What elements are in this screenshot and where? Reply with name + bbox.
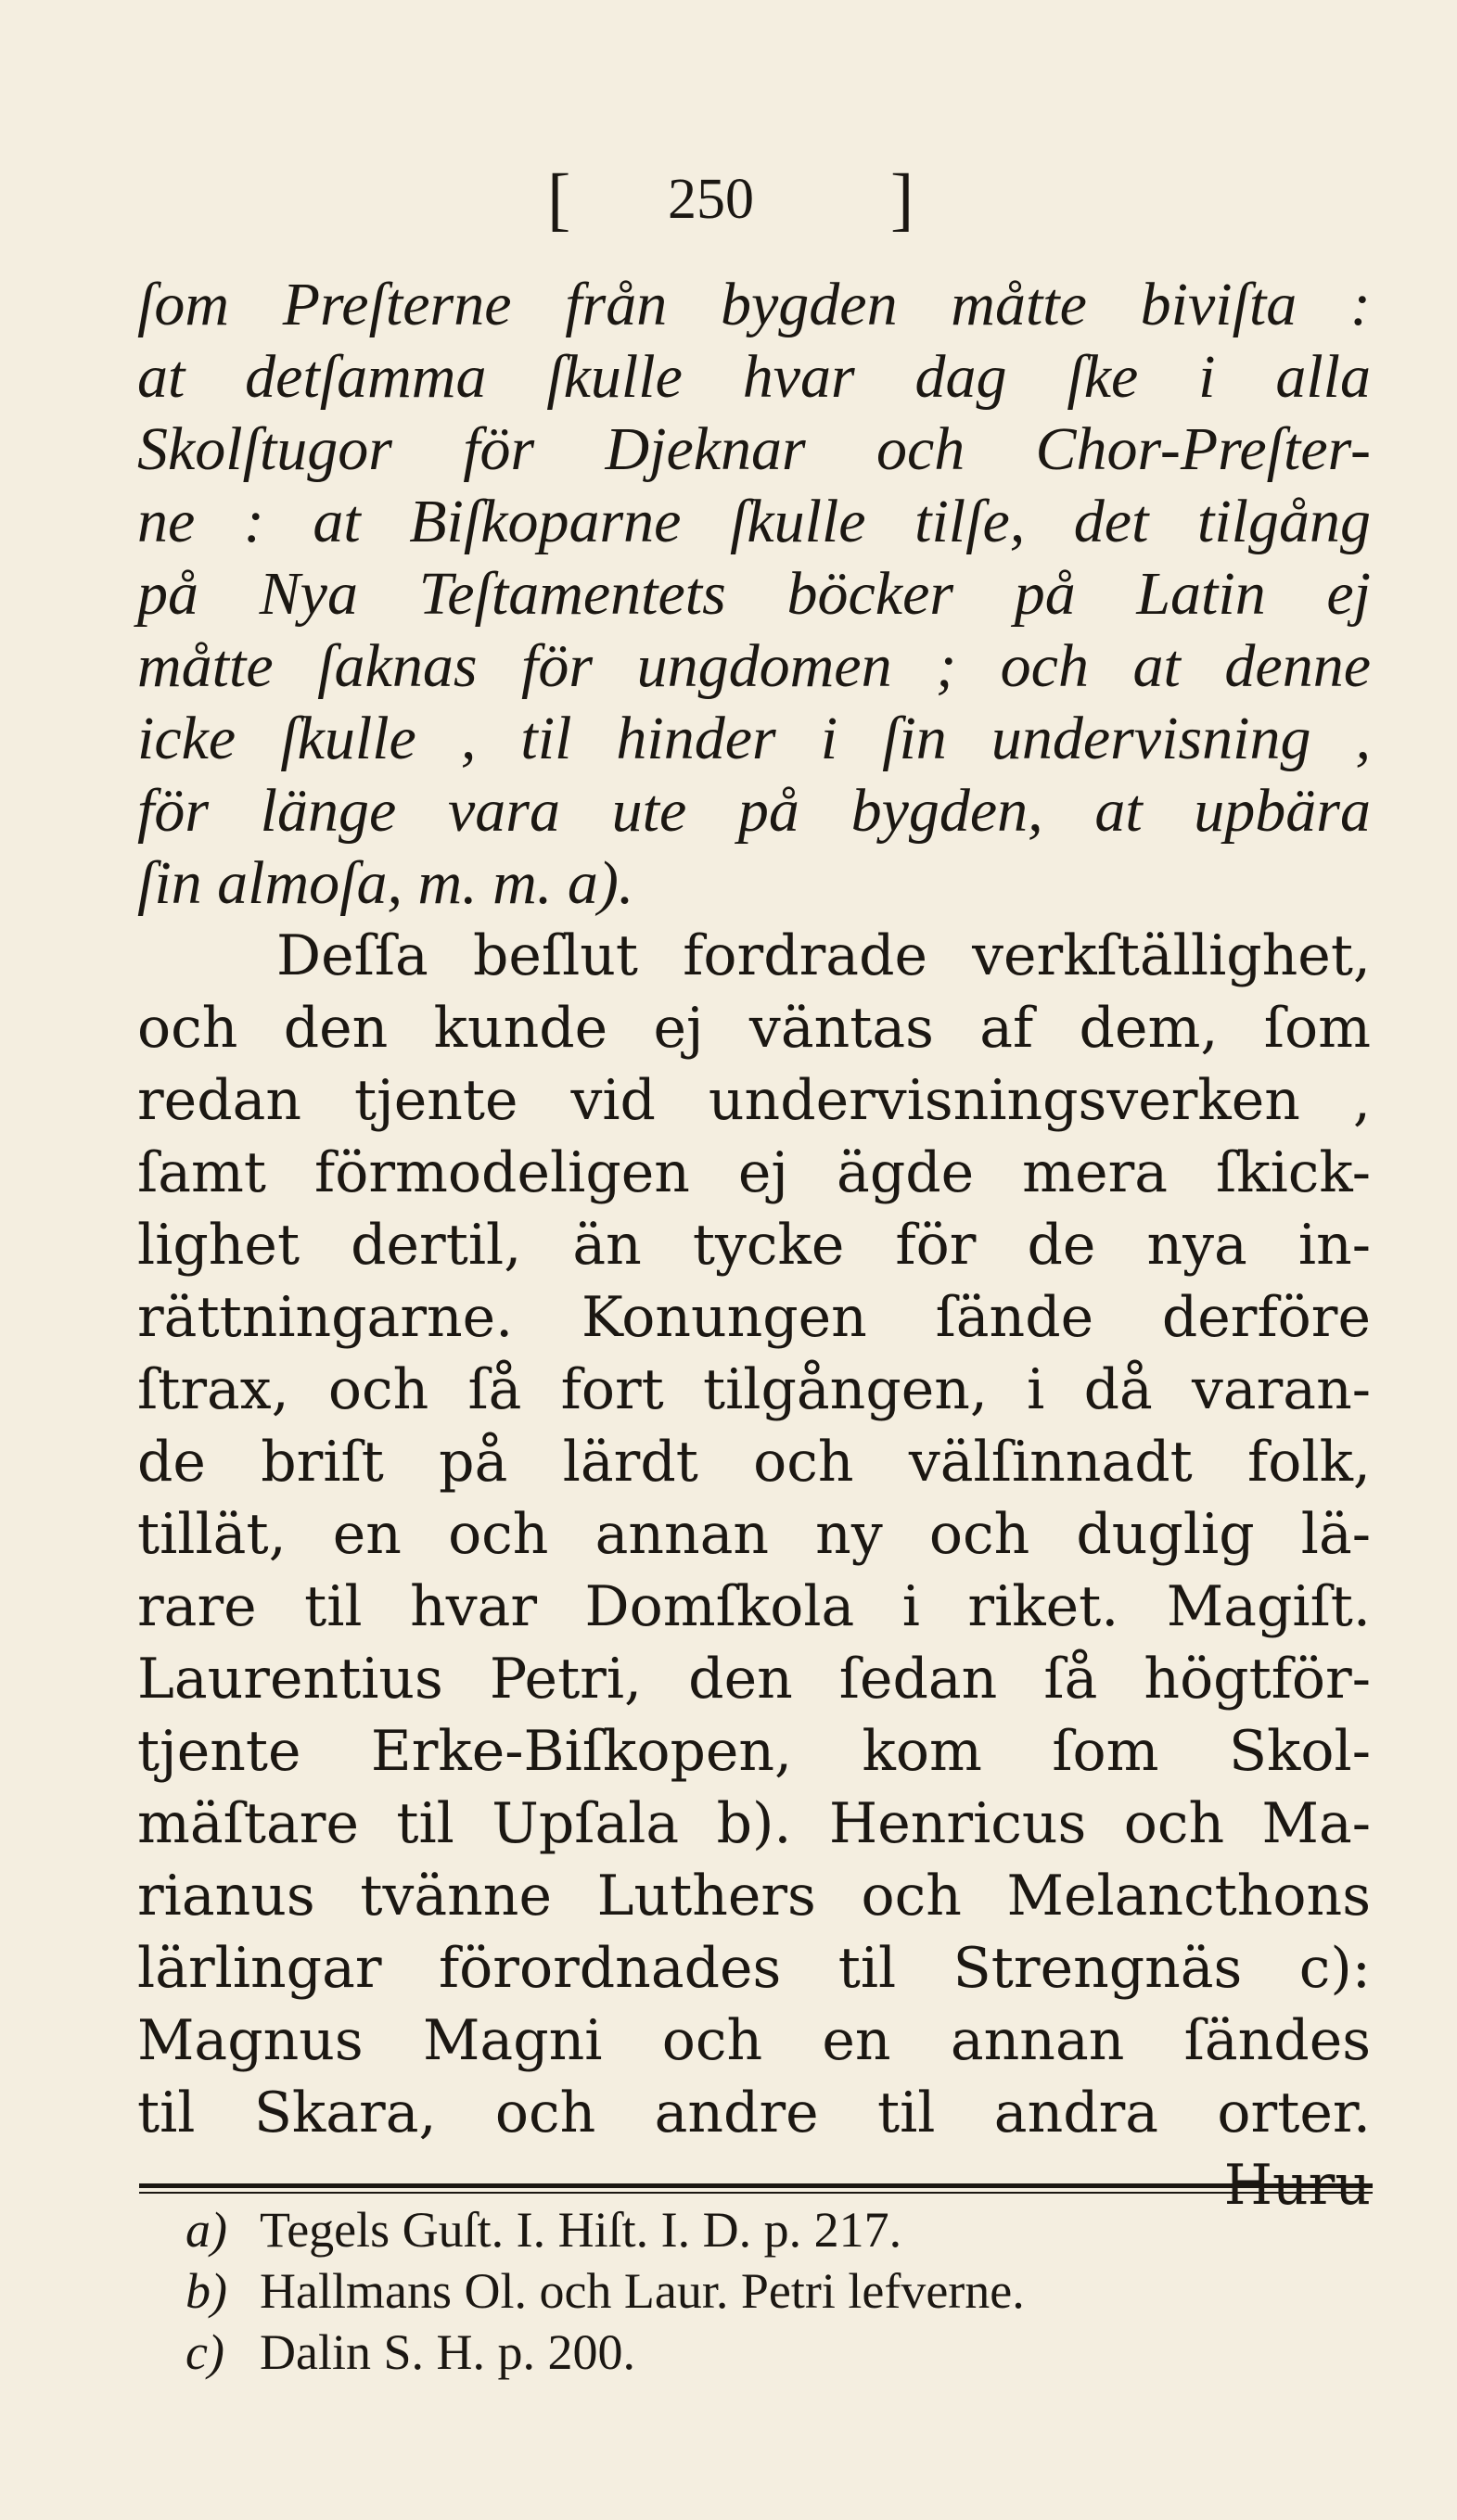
footnote-text: Hallmans Ol. och Laur. Petri lefverne. [260,2263,1025,2319]
footnotes [185,2199,1345,2383]
text-line: ſamt förmodeligen ej ägde mera ſkick- [137,1140,1371,1205]
text-line: för länge vara ute på bygden, at upbära [137,777,1371,845]
text-line: ne : at Biſkoparne ſkulle tilſe, det tilgång [137,488,1371,555]
footnote [185,2199,1345,2260]
text-line: ſtrax, och ſå fort tilgången, i då varan- [137,1357,1371,1422]
footnote-mark: c) [185,2324,224,2380]
footnote-rule [139,2183,1373,2188]
page-header [0,148,1457,250]
text-line: icke ſkulle , til hinder i ſin undervisning , [137,705,1371,772]
text-line: måtte ſaknas för ungdomen ; och at denne [137,632,1371,700]
footnote [185,2322,1345,2383]
footnote-mark: b) [185,2263,227,2319]
text-line: ſom Preſterne från bygden måtte biviſta : [137,271,1371,338]
header-bracket-right: ] [890,160,914,238]
footnote-text: Tegels Guſt. I. Hiſt. I. D. p. 217. [260,2202,902,2258]
text-line: Magnus Magni och en annan ſändes [137,2008,1371,2073]
footnote-text: Dalin S. H. p. 200. [260,2324,635,2380]
body-text [137,269,1371,2221]
footnote-rule-thin [139,2192,1373,2194]
catchword: Huru [1223,2153,1371,2218]
text-line: tjente Erke-Biſkopen, kom ſom Skol- [137,1719,1371,1784]
text-line: ſin almoſa, m. m. a). [137,849,634,917]
text-line: på Nya Teſtamentets böcker på Latin ej [137,560,1371,628]
text-line: redan tjente vid undervisningsverken , [137,1068,1371,1133]
text-line: til Skara, och andre til andra orter. [137,2081,1371,2145]
text-line: tillät, en och annan ny och duglig lä- [137,1502,1371,1567]
text-line: mäſtare til Upſala b). Henricus och Ma- [137,1791,1371,1856]
text-line: lärlingar förordnades til Strengnäs c): [137,1936,1371,2001]
text-line: Skolſtugor för Djeknar och Chor-Preſter- [137,415,1371,483]
text-line: lighet dertil, än tycke för de nya in- [137,1213,1371,1278]
footnote-mark: a) [185,2202,227,2258]
text-line: rianus tvänne Luthers och Melancthons [137,1864,1371,1928]
text-line: Deſſa beſlut fordrade verkſtällighet, [276,923,1371,988]
text-line: rättningarne. Konungen ſände derföre [137,1285,1371,1350]
text-line: rare til hvar Domſkola i riket. Magiſt. [137,1574,1371,1639]
footnote [185,2260,1345,2322]
page-number: 250 [668,168,754,231]
text-line: och den kunde ej väntas af dem, ſom [137,996,1371,1061]
text-line: Laurentius Petri, den ſedan ſå högtför- [137,1647,1371,1712]
text-line: at detſamma ſkulle hvar dag ſke i alla [137,343,1371,411]
header-bracket-left: [ [547,160,571,238]
text-line: de briſt på lärdt och välſinnadt folk, [137,1430,1371,1495]
